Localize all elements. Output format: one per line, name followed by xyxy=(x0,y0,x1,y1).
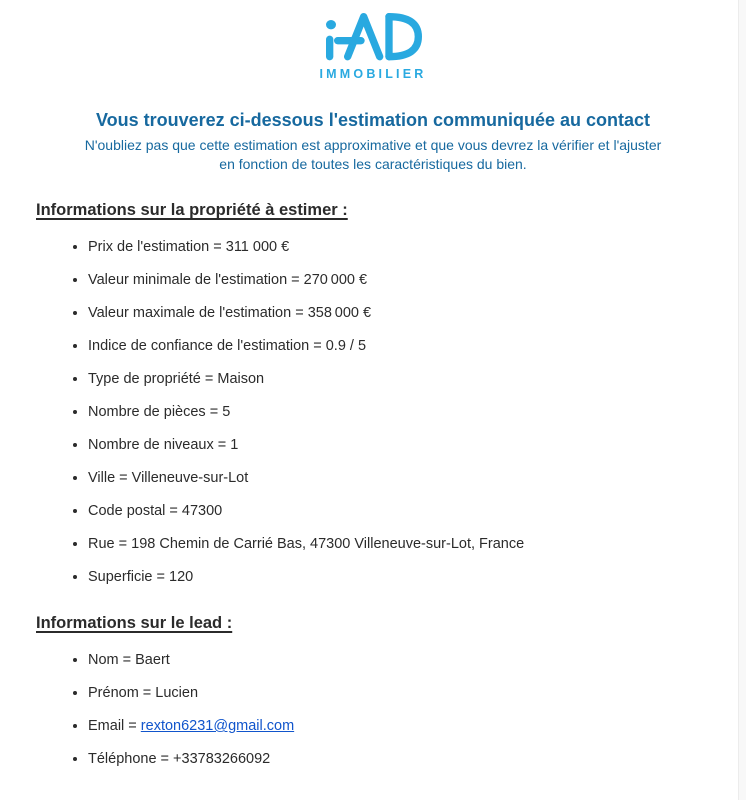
list-item-levels: • Nombre de niveaux = 1 xyxy=(88,437,710,454)
iad-logo-icon xyxy=(321,8,425,64)
list-item-email xyxy=(88,718,710,735)
intro-title: Vous trouverez ci-dessous l'estimation communiquée au contact xyxy=(95,110,651,130)
brand-header xyxy=(0,0,746,81)
lead-section-heading: Informations sur le lead : xyxy=(36,614,233,632)
intro-subtitle-line2: en fonction de toutes les caractéristiques du bien. xyxy=(219,156,527,172)
list-item-last-name: • Nom = Baert xyxy=(88,652,710,669)
list-item-estimation-min: • Valeur minimale de l'estimation = 270 000 € xyxy=(88,272,710,289)
list-item-street: • Rue = 198 Chemin de Carrié Bas, 47300 Villeneuve-sur-Lot, France xyxy=(88,536,710,553)
logo-subtext: IMMOBILIER xyxy=(319,67,427,81)
email-label: Email = xyxy=(88,718,141,734)
property-info-list xyxy=(36,239,710,586)
window-edge-gutter xyxy=(738,0,746,800)
intro-subtitle-line1: N'oubliez pas que cette estimation est approximative et que vous devrez la vérifier et l'ajuster xyxy=(84,137,662,153)
list-item-first-name: • Prénom = Lucien xyxy=(88,685,710,702)
list-item-property-type: • Type de propriété = Maison xyxy=(88,371,710,388)
lead-section xyxy=(36,614,710,768)
list-item-estimation-max: • Valeur maximale de l'estimation = 358 000 € xyxy=(88,305,710,322)
lead-info-list xyxy=(36,652,710,768)
property-section xyxy=(36,201,710,586)
email-link[interactable]: rexton6231@gmail.com xyxy=(140,718,295,734)
intro-subtitle xyxy=(0,136,746,174)
intro-block xyxy=(0,110,746,174)
property-section-heading: Informations sur la propriété à estimer : xyxy=(36,201,348,219)
list-item-phone: • Téléphone = +33783266092 xyxy=(88,751,710,768)
list-item-postal-code: • Code postal = 47300 xyxy=(88,503,710,520)
list-item-area: • Superficie = 120 xyxy=(88,569,710,586)
list-item-rooms: • Nombre de pièces = 5 xyxy=(88,404,710,421)
list-item-estimation-price: • Prix de l'estimation = 311 000 € xyxy=(88,239,710,256)
list-item-confidence-index: • Indice de confiance de l'estimation = 0.9 / 5 xyxy=(88,338,710,355)
list-item-city: • Ville = Villeneuve-sur-Lot xyxy=(88,470,710,487)
